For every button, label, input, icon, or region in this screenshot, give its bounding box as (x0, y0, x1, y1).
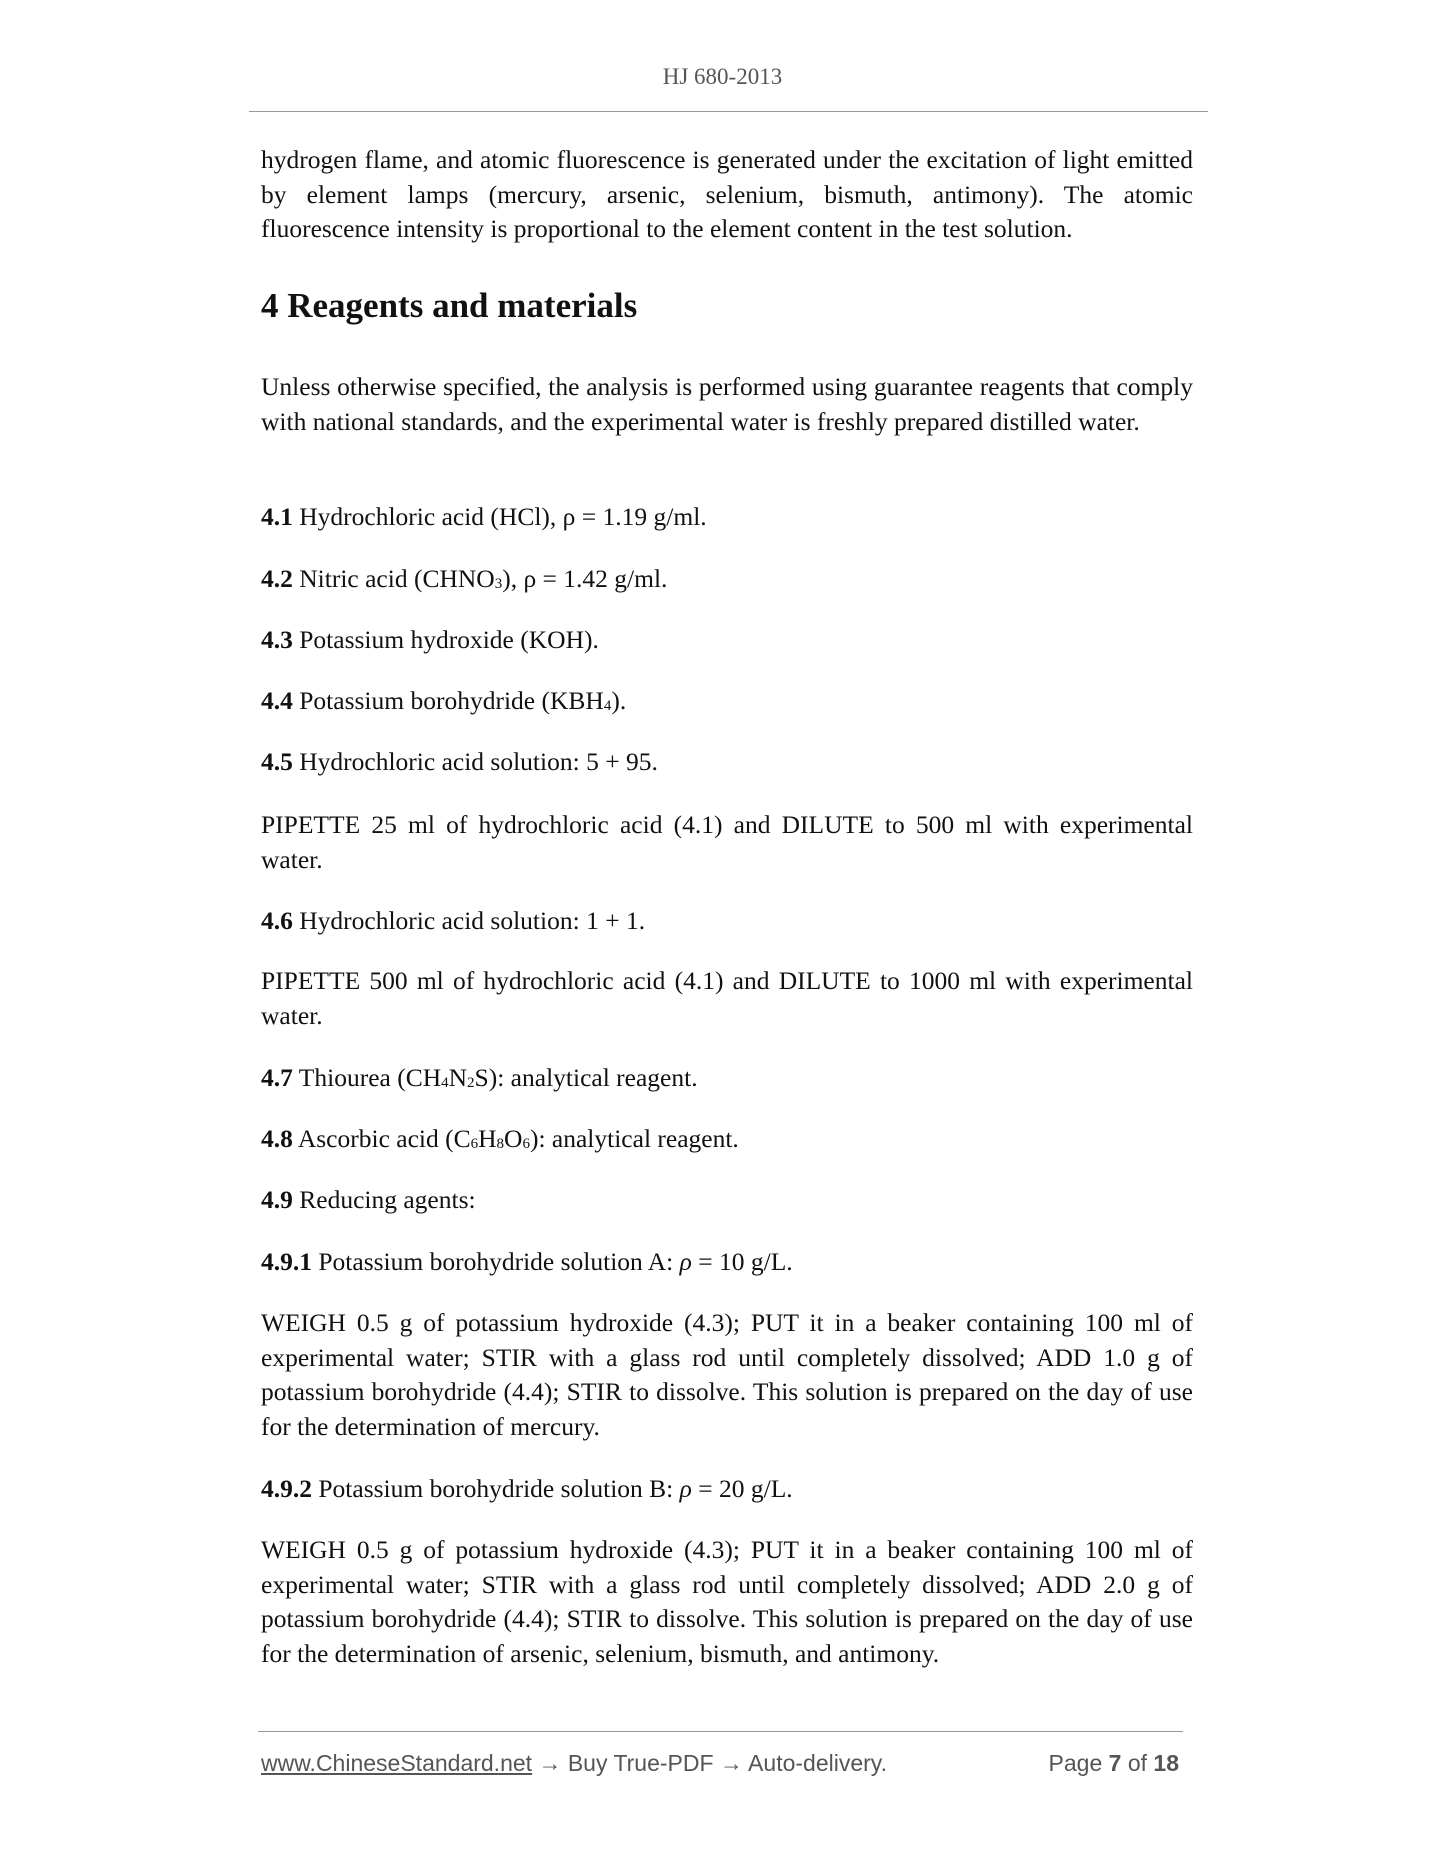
reagent-item-4-5 (261, 745, 1193, 780)
reagent-item-4-3 (261, 623, 1193, 658)
reagent-item-4-4 (261, 684, 1193, 719)
page-indicator (1049, 1750, 1179, 1777)
paragraph: WEIGH 0.5 g of potassium hydroxide (4.3); PUT it in a beaker containing 100 ml of experimental water; STIR with a glass rod until completely dissolved; ADD 2.0 g of potassium borohydride (4.4); STIR to dissolve. This solution is prepared on the day of use for the determination of arsenic, selenium, bismuth, and antimony. (261, 1535, 1193, 1669)
subscript: 4 (441, 1075, 449, 1091)
item-text: Hydrochloric acid (HCl), ρ = 1.19 g/ml. (292, 502, 707, 531)
item-number: 4.7 (261, 1063, 293, 1092)
reagent-item-4-9 (261, 1183, 1193, 1218)
item-text: = 10 g/L. (691, 1247, 793, 1276)
item-text: H (478, 1124, 497, 1153)
paragraph: WEIGH 0.5 g of potassium hydroxide (4.3); PUT it in a beaker containing 100 ml of experimental water; STIR with a glass rod until completely dissolved; ADD 1.0 g of potassium borohydride (4.4); STIR to dissolve. This solution is prepared on the day of use for the determination of mercury. (261, 1308, 1193, 1442)
page-label: Page (1048, 1750, 1103, 1776)
item-text: = 20 g/L. (691, 1474, 793, 1503)
of-label: of (1127, 1750, 1148, 1776)
item-number: 4.8 (261, 1124, 293, 1153)
footer-divider (258, 1731, 1183, 1732)
item-text: Potassium borohydride (KBH (292, 686, 604, 715)
item-text: ), ρ = 1.42 g/ml. (502, 564, 668, 593)
reagent-item-4-9-2 (261, 1472, 1193, 1507)
paragraph: PIPETTE 25 ml of hydrochloric acid (4.1) and DILUTE to 500 ml with experimental water. (261, 810, 1193, 874)
item-number: 4.3 (261, 625, 293, 654)
item-text: ): analytical reagent. (529, 1124, 739, 1153)
paragraph: PIPETTE 500 ml of hydrochloric acid (4.1) and DILUTE to 1000 ml with experimental water. (261, 966, 1193, 1030)
item-number: 4.9.2 (261, 1474, 312, 1503)
footer (261, 1750, 1179, 1777)
item-text: N (448, 1063, 468, 1092)
item-text: Thiourea (CH (292, 1063, 442, 1092)
reagent-item-4-1 (261, 500, 1193, 535)
reagent-item-4-6 (261, 904, 1193, 939)
item-text: ρ (679, 1247, 692, 1276)
reagent-item-4-8 (261, 1122, 1193, 1157)
item-text: Hydrochloric acid solution: 1 + 1. (292, 906, 646, 935)
page-number: 7 (1108, 1750, 1122, 1776)
item-text: Ascorbic acid (C (292, 1124, 471, 1153)
subscript: 6 (522, 1136, 530, 1152)
subscript: 4 (603, 698, 612, 714)
paragraph: Unless otherwise specified, the analysis is performed using guarantee reagents that comply with national standards, and the experimental water is freshly prepared distilled water. (261, 372, 1193, 436)
item-text: Potassium borohydride solution A: (312, 1247, 680, 1276)
item-text: Hydrochloric acid solution: 5 + 95. (292, 747, 658, 776)
item-text: O (504, 1124, 523, 1153)
item-number: 4.2 (261, 564, 293, 593)
reagent-item-4-9-1 (261, 1245, 1193, 1280)
footer-promo (261, 1750, 887, 1777)
subscript: 2 (467, 1075, 475, 1091)
item-number: 4.9 (261, 1185, 293, 1214)
header-divider (249, 111, 1208, 112)
reagent-item-4-7 (261, 1061, 1193, 1096)
item-text: Potassium borohydride solution B: (312, 1474, 680, 1503)
item-number: 4.9.1 (261, 1247, 312, 1276)
intro-paragraph: hydrogen flame, and atomic fluorescence is generated under the excitation of light emitted by element lamps (mercury, arsenic, selenium, bismuth, antimony). The atomic fluorescence intensity is proportional to the element content in the test solution. (261, 145, 1193, 244)
document-id-header: HJ 680-2013 (662, 64, 783, 89)
item-number: 4.5 (261, 747, 293, 776)
item-text: S): analytical reagent. (474, 1063, 698, 1092)
reagent-item-4-2 (261, 562, 1193, 597)
subscript: 8 (496, 1136, 505, 1152)
item-number: 4.1 (261, 502, 293, 531)
page-total: 18 (1153, 1750, 1179, 1776)
item-text: Reducing agents: (292, 1185, 476, 1214)
item-text: Nitric acid (CHNO (292, 564, 495, 593)
item-number: 4.6 (261, 906, 293, 935)
item-text: Potassium hydroxide (KOH). (292, 625, 599, 654)
item-text: ). (611, 686, 627, 715)
subscript: 3 (494, 576, 503, 592)
website-link[interactable]: www.ChineseStandard.net (261, 1750, 533, 1776)
footer-promo-text: → Buy True-PDF → Auto-delivery. (532, 1750, 887, 1776)
item-text: ρ (679, 1474, 692, 1503)
section-heading: 4 Reagents and materials (261, 286, 638, 325)
item-number: 4.4 (261, 686, 293, 715)
subscript: 6 (470, 1136, 479, 1152)
